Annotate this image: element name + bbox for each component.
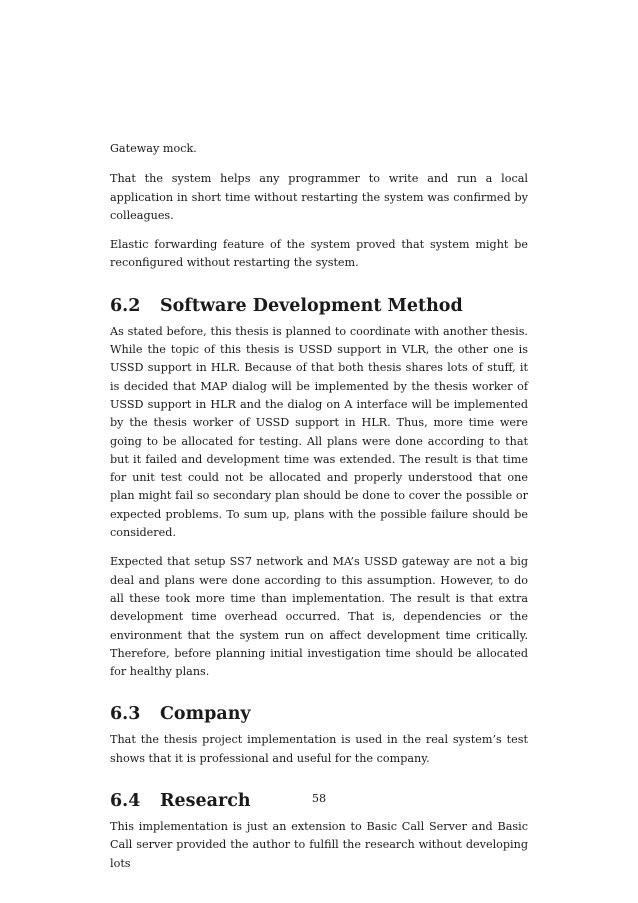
section-number: 6.3 xyxy=(110,704,141,725)
intro-paragraph-1: Gateway mock. xyxy=(110,142,197,155)
section-paragraph: As stated before, this thesis is planned to coordinate with another thesis. While the topic of this thesis is USSD support in VLR, the other one is USSD support in HLR. Because of that both thesis shares lots of stuff, it is decided that MAP dialog will be implemented by the thesis worker of USSD support in HLR and the dialog on A interface will be implemented by the thesis worker of USSD support in HLR. Thus, more time were going to be allocated for testing. All plans were done according to that but it failed and development time was extended. The result is that time for unit test could not be allocated and properly understood that one plan might fail so secondary plan should be done to cover the possible or expected problems. To sum up, plans with the possible failure should be considered. xyxy=(110,324,528,540)
page-number: 58 xyxy=(311,792,327,805)
section-number: 6.2 xyxy=(110,295,141,316)
section-paragraph: This implementation is just an extension to Basic Call Server and Basic Call server provided the author to fulfill the research without developing lots xyxy=(110,820,528,870)
intro-paragraph-2: That the system helps any programmer to write and run a local application in short time without restarting the system was confirmed by colleagues. xyxy=(110,172,528,222)
section-title: Software Development Method xyxy=(160,295,463,316)
section-number: 6.4 xyxy=(110,791,141,812)
section-paragraph: That the thesis project implementation is used in the real system’s test shows that it is professional and useful for the company. xyxy=(110,733,528,765)
section-software-development-method xyxy=(110,295,528,682)
section-paragraph: Expected that setup SS7 network and MA’s USSD gateway are not a big deal and plans were done according to this assumption. However, to do all these took more time than implementation. The result is that extra development time overhead occurred. That is, dependencies or the environment that the system run on affect development time critically. Therefore, before planning initial investigation time should be allocated for healthy plans. xyxy=(110,555,528,679)
section-heading xyxy=(110,703,528,725)
section-company xyxy=(110,703,528,768)
intro-paragraph-3: Elastic forwarding feature of the system proved that system might be reconfigured without restarting the system. xyxy=(110,238,528,270)
section-title: Research xyxy=(160,791,251,812)
page-content xyxy=(110,140,528,884)
section-title: Company xyxy=(160,704,251,725)
section-heading xyxy=(110,295,528,317)
